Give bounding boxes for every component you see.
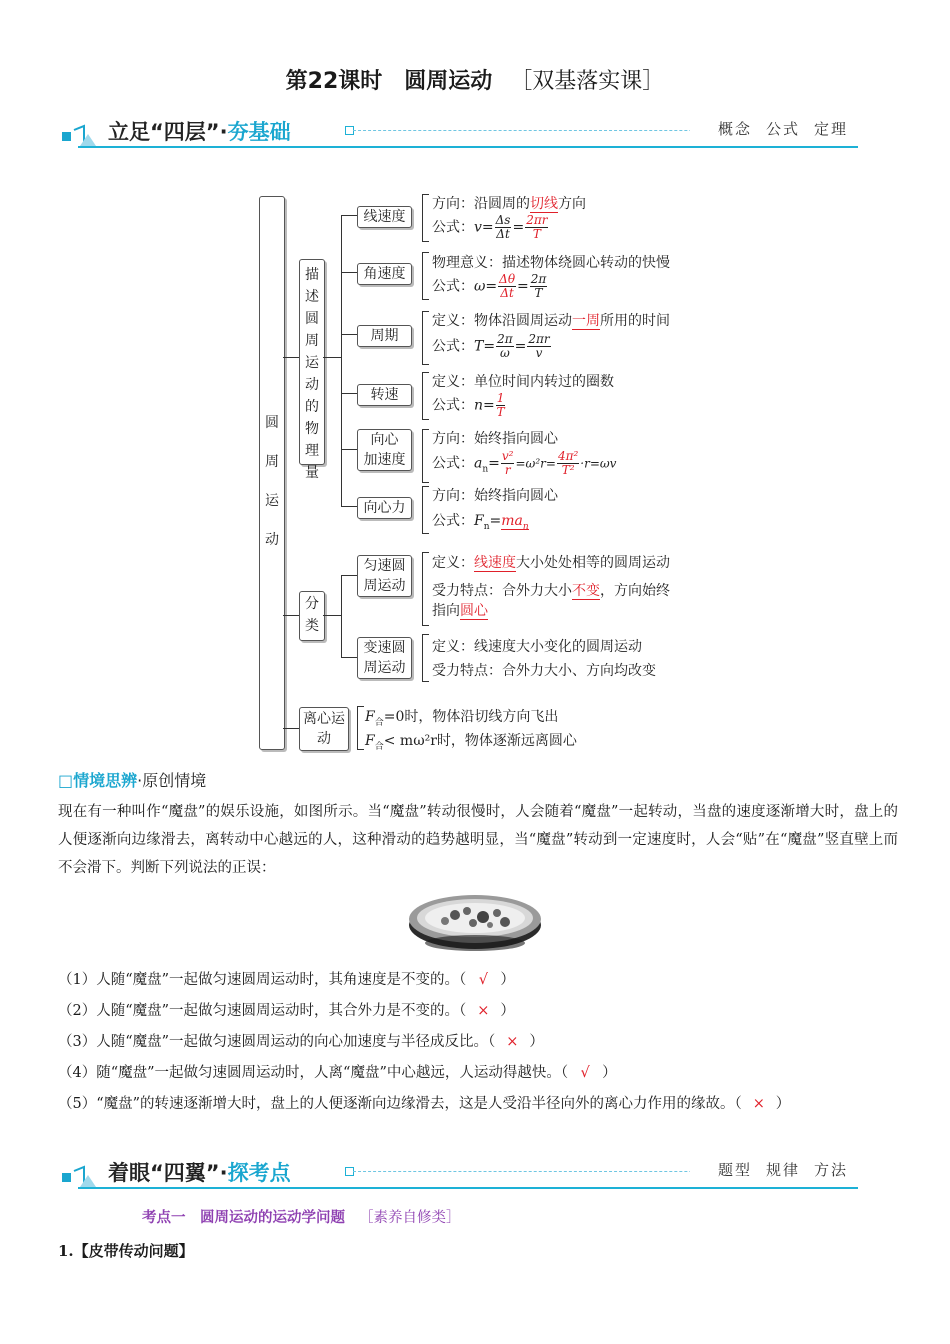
node-linear-speed: 线速度: [357, 206, 412, 228]
node-rotational-speed: 转速: [357, 384, 412, 406]
answer-mark: √: [580, 1065, 590, 1081]
angular-speed-formula: 公式：ω= $\frac{\Delta\theta}{\Delta t}$ = $\frac{2\pi}{T}$: [432, 272, 547, 300]
linear-speed-formula: 公式：v= $\frac{\Delta s}{\Delta t}$ = $\frac{2\pi r}{T}$: [432, 213, 548, 241]
centrifugal-condition-1: $F_合=0$时，物体沿切线方向飞出: [365, 709, 559, 728]
judgement-item: （2）人随“魔盘”一起做匀速圆周运动时，其合外力是不变的。（ × ）: [58, 1003, 515, 1019]
group-classification-label: 分类: [305, 596, 319, 634]
magic-disk-image: [405, 887, 545, 957]
period-formula: 公式：T= $\frac{2\pi}{\omega}$ = $\frac{2\pi r}{v}$: [432, 332, 550, 360]
node-centripetal-acceleration: 向心 加速度: [357, 429, 412, 471]
scenario-heading: □情境思辨·原创情境: [58, 771, 207, 790]
section-keywords: 概念 公式 定理: [690, 118, 848, 139]
variable-force-feature: 受力特点：合外力大小、方向均改变: [432, 663, 656, 679]
answer-mark: ×: [752, 1096, 765, 1112]
judgement-item: （5）“魔盘”的转速逐渐增大时，盘上的人便逐渐向边缘滑去，这是人受沿半径向外的离心力作用的缘故。（ × ）: [58, 1090, 898, 1118]
centripetal-force-direction: 方向：始终指向圆心: [432, 488, 558, 504]
period-definition: 定义：物体沿圆周运动一周所用的时间: [432, 313, 670, 329]
centripetal-acceleration-formula: 公式：$a_n=$ $\frac{\text{v²}}{r}$ =ω²r= $\frac{\text{4π²}}{\text{T²}}$ ·r=ωv: [432, 449, 617, 477]
judgement-item: （4）随“魔盘”一起做匀速圆周运动时，人离“魔盘”中心越远，人运动得越快。（ √ ）: [58, 1065, 617, 1081]
rotational-speed-formula: 公式：n= $\frac{1}{T}$: [432, 391, 505, 419]
section-keywords: 题型 规律 方法: [690, 1159, 848, 1180]
linear-speed-direction: 方向：沿圆周的切线方向: [432, 196, 586, 212]
node-variable-circular-motion: 变速圆 周运动: [357, 637, 412, 679]
judgement-item: （3）人随“魔盘”一起做匀速圆周运动的向心加速度与半径成反比。（ × ）: [58, 1034, 544, 1050]
answer-mark: ×: [506, 1034, 519, 1050]
variable-definition: 定义：线速度大小变化的圆周运动: [432, 639, 642, 655]
angular-speed-meaning: 物理意义：描述物体绕圆心转动的快慢: [432, 255, 670, 271]
question-heading: 1.【皮带传动问题】: [58, 1242, 194, 1260]
uniform-force-feature-cont: 指向圆心: [432, 603, 488, 619]
node-angular-speed: 角速度: [357, 263, 412, 285]
section-header-exam-points: [58, 1155, 858, 1191]
group-centrifugal-motion: 离心运动: [299, 707, 349, 751]
node-period: 周期: [357, 325, 412, 347]
section-title: 着眼“四翼”·探考点: [108, 1161, 291, 1185]
answer-mark: ×: [477, 1003, 490, 1019]
section-title: 立足“四层”·夯基础: [108, 120, 291, 144]
group-physical-quantities-label: 描述圆周运动的物理量: [305, 267, 319, 481]
centrifugal-condition-2: $F_合< m\omega^2r$时，物体逐渐远离圆心: [365, 733, 577, 752]
scenario-paragraph: 现在有一种叫作“魔盘”的娱乐设施，如图所示。当“魔盘”转动很慢时，人会随着“魔盘”一起转动，当盘的速度逐渐增大时，盘上的人便逐渐向边缘滑去，离转动中心越远的人，这种滑动的趋势越明显，当“魔盘”转动到一定速度时，人会“贴”在“魔盘”竖直壁上而不会滑下。判断下列说法的正误：: [58, 804, 898, 876]
answer-mark: √: [478, 972, 488, 988]
uniform-definition: 定义：线速度大小处处相等的圆周运动: [432, 555, 670, 571]
rotational-speed-definition: 定义：单位时间内转过的圈数: [432, 374, 614, 390]
node-centripetal-force: 向心力: [357, 497, 412, 519]
judgement-item: （1）人随“魔盘”一起做匀速圆周运动时，其角速度是不变的。（ √ ）: [58, 972, 515, 988]
centripetal-force-formula: 公式：$F_n=ma_n$: [432, 513, 529, 532]
centripetal-acceleration-direction: 方向：始终指向圆心: [432, 431, 558, 447]
section-underline: [78, 1187, 858, 1189]
section-icon: [58, 1159, 102, 1189]
page-title: 第22课时 圆周运动 ［双基落实课］: [285, 69, 665, 94]
node-uniform-circular-motion: 匀速圆 周运动: [357, 555, 412, 597]
uniform-force-feature: 受力特点：合外力大小不变，方向始终: [432, 583, 670, 599]
root-label: 圆周运动: [265, 415, 279, 548]
topic-heading: 考点一 圆周运动的运动学问题 ［素养自修类］: [142, 1210, 461, 1226]
centripetal-force-answer: $ma_n$: [501, 513, 529, 532]
